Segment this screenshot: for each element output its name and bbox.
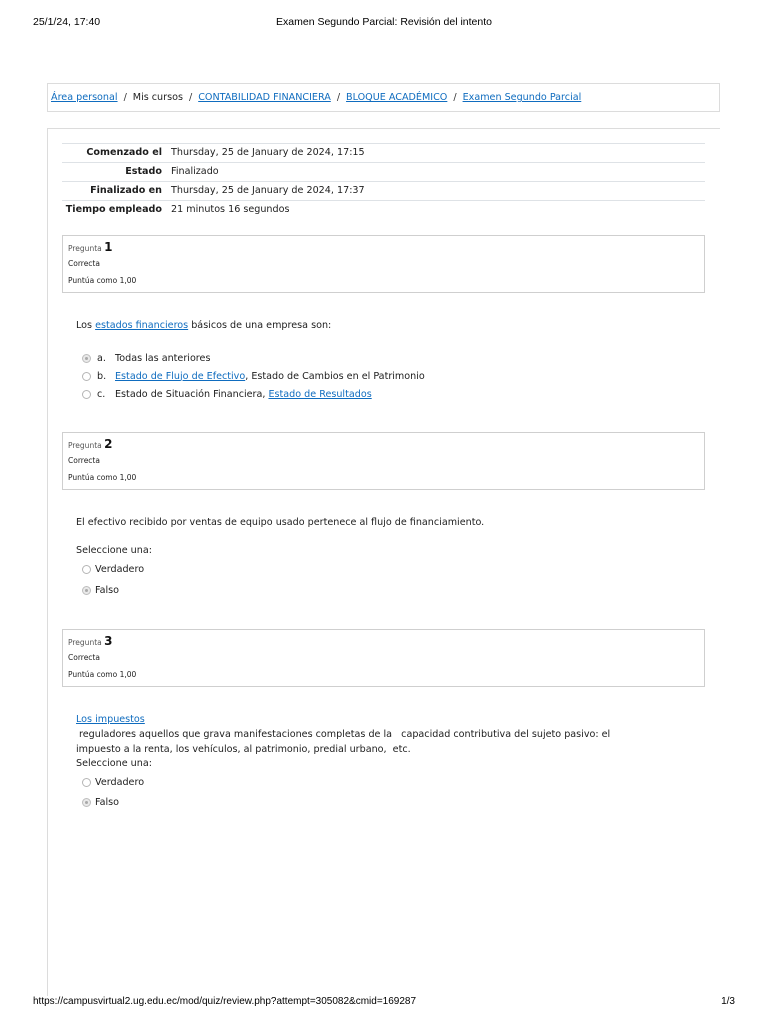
summary-label: Estado <box>62 163 167 182</box>
summary-value: 21 minutos 16 segundos <box>167 201 705 220</box>
breadcrumb-separator: / <box>123 92 127 103</box>
print-page-number: 1/3 <box>721 996 735 1007</box>
summary-row-time <box>62 201 705 220</box>
glossary-link-impuestos[interactable]: Los impuestos <box>76 714 145 725</box>
question-text-3 <box>76 712 666 757</box>
question-info-1 <box>62 235 705 293</box>
question-number-value: 1 <box>104 240 113 254</box>
question-grade: Puntúa como 1,00 <box>68 670 137 679</box>
summary-value: Thursday, 25 de January de 2024, 17:37 <box>167 182 705 201</box>
question-label: Pregunta <box>68 441 102 450</box>
radio-button-checked[interactable] <box>82 798 91 807</box>
question-number-value: 3 <box>104 634 113 648</box>
answer-text: Verdadero <box>95 563 145 575</box>
answer-option-true[interactable] <box>82 562 144 576</box>
print-url: https://campusvirtual2.ug.edu.ec/mod/quiz/review.php?attempt=305082&cmid=169287 <box>33 996 417 1007</box>
question-state: Correcta <box>68 456 100 465</box>
print-page-title: Examen Segundo Parcial: Revisión del intento <box>276 16 492 28</box>
breadcrumb <box>47 83 720 112</box>
select-one-prompt: Seleccione una: <box>76 545 152 556</box>
glossary-link-flujo-efectivo[interactable]: Estado de Flujo de Efectivo <box>115 370 246 382</box>
glossary-link-estados-financieros[interactable]: estados financieros <box>95 320 189 331</box>
question-text-part: Los <box>76 320 96 331</box>
radio-button-checked[interactable] <box>82 354 91 363</box>
answer-text: Todas las anteriores <box>115 352 211 364</box>
select-one-prompt: Seleccione una: <box>76 758 152 769</box>
question-text-2: El efectivo recibido por ventas de equipo usado pertenece al flujo de financiamiento. <box>76 517 485 528</box>
radio-button[interactable] <box>82 390 91 399</box>
radio-button-checked[interactable] <box>82 586 91 595</box>
question-number <box>68 437 699 453</box>
breadcrumb-section[interactable]: BLOQUE ACADÉMICO <box>346 92 448 103</box>
summary-label: Finalizado en <box>62 182 167 201</box>
question-state: Correcta <box>68 653 100 662</box>
question-text-part: impuesto a la renta, los vehículos, al patrimonio, predial urbano, etc. <box>76 744 411 755</box>
answer-text: Falso <box>95 584 120 596</box>
question-number <box>68 634 699 650</box>
glossary-link-estado-resultados[interactable]: Estado de Resultados <box>268 388 372 400</box>
summary-label: Comenzado el <box>62 144 167 163</box>
attempt-summary-table <box>62 143 705 219</box>
summary-row-started <box>62 144 705 163</box>
breadcrumb-quiz[interactable]: Examen Segundo Parcial <box>462 92 582 103</box>
summary-label: Tiempo empleado <box>62 201 167 220</box>
answer-option-false[interactable] <box>82 583 119 597</box>
breadcrumb-mis-cursos: Mis cursos <box>132 92 183 103</box>
question-text-1 <box>76 318 676 333</box>
print-header <box>33 16 735 30</box>
question-label: Pregunta <box>68 244 102 253</box>
summary-row-state <box>62 163 705 182</box>
question-state: Correcta <box>68 259 100 268</box>
question-text-part: básicos de una empresa son: <box>188 320 332 331</box>
question-info-3 <box>62 629 705 687</box>
question-number-value: 2 <box>104 437 113 451</box>
radio-button[interactable] <box>82 778 91 787</box>
question-text-part: reguladores aquellos que grava manifestaciones completas de la capacidad contributiva del sujeto pasivo: el <box>76 729 611 740</box>
summary-row-finished <box>62 182 705 201</box>
answer-option-false[interactable] <box>82 795 119 809</box>
print-footer <box>33 996 735 1010</box>
answer-option-true[interactable] <box>82 775 144 789</box>
radio-button[interactable] <box>82 565 91 574</box>
breadcrumb-area-personal[interactable]: Área personal <box>51 92 118 103</box>
breadcrumb-separator: / <box>188 92 193 103</box>
question-label: Pregunta <box>68 638 102 647</box>
question-number <box>68 240 699 256</box>
print-date: 25/1/24, 17:40 <box>33 16 101 28</box>
answer-option-c[interactable] <box>82 387 372 401</box>
answer-text: Verdadero <box>95 776 145 788</box>
radio-button[interactable] <box>82 372 91 381</box>
answer-text: Estado de Situación Financiera, <box>115 388 269 400</box>
answer-text: Falso <box>95 796 120 808</box>
summary-value: Thursday, 25 de January de 2024, 17:15 <box>167 144 705 163</box>
question-grade: Puntúa como 1,00 <box>68 276 137 285</box>
answer-letter: a. <box>97 352 106 364</box>
summary-value: Finalizado <box>167 163 705 182</box>
answer-letter: c. <box>97 388 106 400</box>
question-info-2 <box>62 432 705 490</box>
answer-letter: b. <box>97 370 107 382</box>
question-grade: Puntúa como 1,00 <box>68 473 137 482</box>
breadcrumb-separator: / <box>453 92 457 103</box>
answer-text: , Estado de Cambios en el Patrimonio <box>245 370 425 382</box>
breadcrumb-course[interactable]: CONTABILIDAD FINANCIERA <box>198 92 331 103</box>
answer-option-b[interactable] <box>82 369 425 383</box>
answer-option-a[interactable] <box>82 351 210 365</box>
breadcrumb-separator: / <box>336 92 341 103</box>
